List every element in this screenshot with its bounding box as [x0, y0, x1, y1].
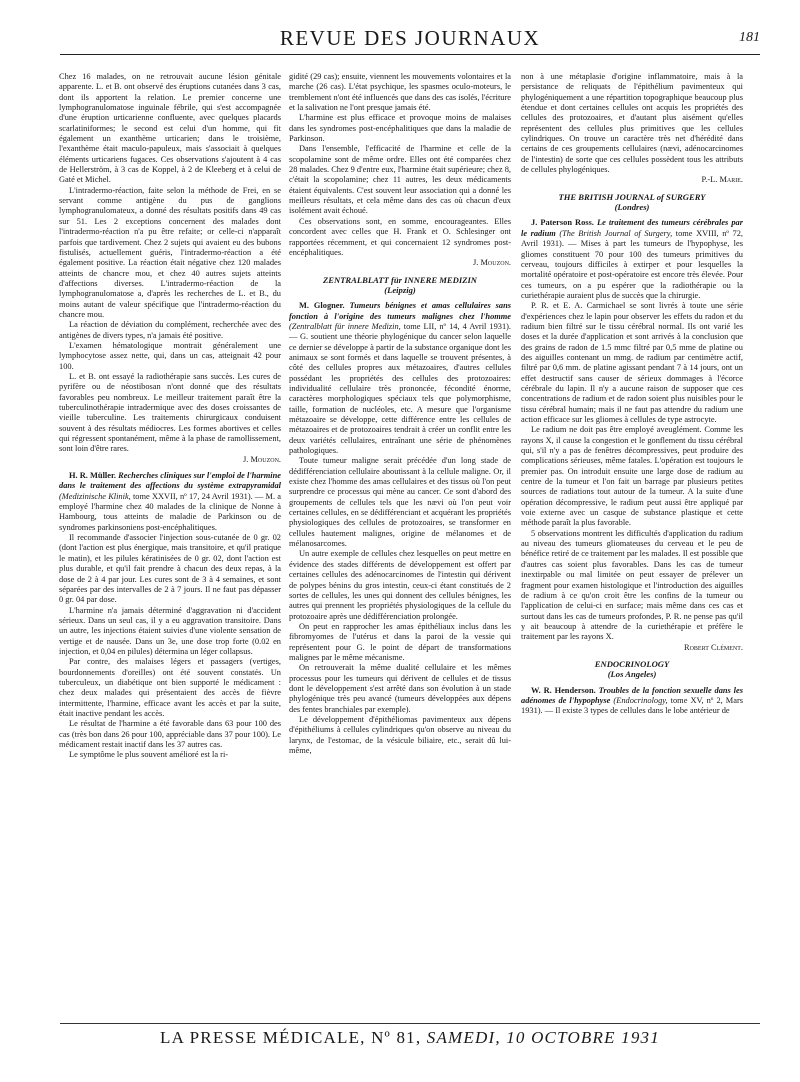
paragraph: Le développement d'épithéliomas pavimenteux aux dépens d'épithéliums à cellules cylindriques qu'on observe au niveau du larynx, de l'estomac, de la vésicule biliaire, etc., serait dû lui-même,: [289, 714, 511, 755]
paragraph: gidité (29 cas); ensuite, viennent les mouvements volontaires et la marche (26 cas). L'état psychique, les spasmes oculo-moteurs, le tremblement n'ont été influencés que dans des cas isolés, l'écriture et la salivation ne l'ont presque jamais été.: [289, 72, 511, 113]
journal-title: THE BRITISH JOURNAL of SURGERY: [558, 191, 706, 202]
article-heading: [59, 471, 281, 533]
paragraph: Le résultat de l'harmine a été favorable dans 63 pour 100 des cas (très bon dans 26 pour 100, appréciable dans 37 pour 100). Le médicament restait inactif dans les 37 autres cas.: [59, 719, 281, 749]
header-rule: [60, 54, 760, 55]
article-title: Recherches cliniques sur l'emploi de l'harmine dans le traitement des affections du système extrapyramidal: [59, 471, 282, 491]
paragraph: Dans l'ensemble, l'efficacité de l'harmine et celle de la scopolamine sont de même ordre. Elles ont été comparées chez 28 malades. Chez 9 d'entre eux, l'harmine était supérieure; chez 8, c'était la scopolamine; chez 11 autres, les deux médicaments étaient équivalents. C'est souvent leur association qui a donné les meilleurs résultats, et cela même dans des cas où chacun d'eux isolément avait échoué.: [289, 144, 511, 216]
article-title: Le traitement des tumeurs cérébrales par le radium: [521, 218, 743, 238]
paragraph: L'intradermo-réaction, faite selon la méthode de Frei, en se servant comme antigène du pus de ganglions lymphogranulomateux, a donné des résultats positifs dans 49 cas sur 51. Les 2 exceptions concernent des malades dont l'intradermo-réaction n'a pu être refaite; or celle-ci n'apparaît parfois que tardivement. Chez 2 sujets qui avaient eu des bubons fistulisés, actuellement guéris, l'intradermo-réaction a été également positive. La réaction était négative chez 120 malades atteints de chancre mou, et chez 40 autres sujets atteints d'affections diverses. L'intradermo-réaction de la lymphogranulomatose a, d'après les recherches de L. et B., du moins autant de valeur spécifique que l'intradermo-réaction du chancre mou.: [59, 185, 281, 319]
page-footer: [60, 1023, 760, 1053]
author-signature: P.-L. Marie.: [701, 175, 743, 185]
paragraph: P. R. et E. A. Carmichael se sont livrés à toute une série d'expériences chez le lapin pour observer les effets du radon et du radium bien filtré sur le tissu cérébral normal. Ils ont varié les doses et la durée d'application et sont arrivés à la conclusion que des grains de radon de 1.5 mmc filtré par 0,5 mme de platine ou des aiguilles contenant un mmg. de radium par centimètre actif, filtré par 0,6 mm. de platine agissant pendant 7 à 14 jours, ont un effet destructif sans causer de sérieux dommages à l'écorce cérébrale du lapin. Il n'y a aucune raison de supposer que ces concentrations de radium et de radon soient plus nuisibles pour le tissu cérébral humain; mais il ne faut pas attendre du radium une action efficace sur les gliomes à cellules de type astrocyte.: [521, 301, 743, 424]
article-body-start: tome XV, nº 2, Mars 1931). — Il existe 3 types de cellules dans le lobe antérieur de: [521, 695, 743, 716]
article-body-start: tome XVIII, nº 72, Avril 1931). — Mises à part les tumeurs de l'hypophyse, les gliomes constituent 70 pour 100 des tumeurs primitives du cerveau, toujours difficiles à extirper et pour lesquelles la mortalité opératoire et post-opératoire est encore très élevée. Pour ces tumeurs, on a pu espérer que la radiothérapie ou la curiethérapie auraient plus de succès que la chirurgie.: [521, 228, 744, 300]
journal-title: ENDOCRINOLOGY: [594, 658, 670, 669]
article-author: J. Paterson Ross.: [531, 218, 594, 228]
article-heading: [521, 218, 743, 301]
paragraph: La réaction de déviation du complément, recherchée avec des antigènes de divers types, n'a jamais été positive.: [59, 320, 281, 340]
paragraph: non à une métaplasie d'origine inflammatoire, mais à la persistance de reliquats de l'épithélium pavimenteux qui phylogéniquement a une répartition topographique beaucoup plus étendue et dont certaines cellules ont acquis les propriétés des cellules des protozoaires, et d'autant plus aisément qu'elles représentent des cellules plus primitives que les cellules cylindriques. On trouve un caractère très net d'hérédité dans certains de ces groupements cellulaires (nævi, adénocarcinomes de l'intestin) de sorte que ces cellules possèdent tous les attributs de cellules phylogéniques.: [521, 72, 743, 175]
article-author: M. Glogner.: [299, 301, 345, 311]
paragraph: L'harmine est plus efficace et provoque moins de malaises dans les syndromes post-encéphalitiques que dans la maladie de Parkinson.: [289, 113, 511, 144]
journal-city: (Leipzig): [384, 284, 416, 295]
article-body-start: tome XXVII, nº 17, 24 Avril 1931). — M. a employé l'harmine chez 40 malades de la clinique de Nonne à Hambourg, tous atteints de maladie de Parkinson ou de syndromes parkinsoniens post-encéphalitiques.: [59, 491, 281, 532]
author-signature: J. Mouzon.: [473, 258, 511, 268]
paragraph: L'examen hématologique montrait généralement une lymphocytose assez nette, qui, dans un cas, atteignait 42 pour 100.: [59, 340, 281, 371]
footer-text: [60, 1028, 760, 1048]
article-heading: [521, 686, 743, 717]
paragraph: Chez 16 malades, on ne retrouvait aucune lésion génitale apparente. L. et B. ont observé des éruptions cutanées dans 3 cas, dont ils apportent la relation. Le premier concerne une lymphogranulomatose inguinale fébrile, qui s'est accompagnée d'une éruption urticarienne confluente, avec quelques placards scarlatiniformes; le second est celui d'un homme, qui fit également un exanthème urticarien; dans le troisième, l'exanthème était maculo-papuleux, mais s'associait à quelques éléments urticariens fugaces. Ces observations s'ajoutent à 4 cas de Hellerström, à 3 cas de Koppel, à 2 de Kleeberg et à celui de Gaté et Michel.: [59, 72, 281, 185]
article-source: (Endocrinology,: [613, 695, 668, 705]
paragraph: 5 observations montrent les difficultés d'application du radium au niveau des tumeurs gliomateuses du cerveau et le peu de bénéfice retiré de ce traitement par les malades. Il est possible que d'autres cas soient plus favorables. Dans les cas de tumeur inextirpable ou mal limitée on peut essayer de prélever un fragment pour examen histologique et l'introduction des aiguilles de radium à ce qu'on croit être les confins de la tumeur ou l'application de celui-ci en surface; mais même dans ces cas et surtout dans les cas de tumeurs profondes, P. R. ne pense pas qu'il y ait beaucoup à attendre de la curiethérapie et préfère le traitement par les rayons X.: [521, 528, 743, 642]
article-source: (Zentralblatt für innere Medizin,: [289, 321, 401, 331]
author-signature: J. Mouzon.: [243, 454, 281, 464]
paragraph: L'harmine n'a jamais déterminé d'aggravation ni d'accident sérieux. Dans un seul cas, il y a eu aggravation transitoire. Dans un autre, les injections étaient suivies d'une violente sensation de vertige et de nausée. Dans un 3e, une dose trop forte (0.02 en injection, et 0,04 en pilules) détermina un léger collapsus.: [59, 605, 281, 656]
paragraph: Ces observations sont, en somme, encourageantes. Elles concordent avec celles que H. Frank et O. Schlesinger ont rapportées récemment, et qui concernaient 12 syndromes post-encéphalitiques.: [289, 216, 511, 257]
article-source: (Medizinische Klinik,: [59, 491, 131, 501]
footer-rule: [60, 1023, 760, 1024]
footer-journal: LA PRESSE MÉDICALE, Nº 81,: [160, 1028, 422, 1047]
paragraph: Le symptôme le plus souvent amélioré est la ri-: [69, 750, 229, 760]
paragraph: Par contre, des malaises légers et passagers (vertiges, bourdonnements d'oreilles) ont été souvent constatés. Un tuberculeux, un diabétique ont bien supporté le médicament : chez deux malades qui présentaient des accès de fièvre intermittente, l'harmine, efficace avant les accès et par la suite, était inactive pendant les accès.: [59, 657, 281, 718]
journal-city: (Londres): [614, 202, 650, 213]
paragraph: Il recommande d'associer l'injection sous-cutanée de 0 gr. 02 (dont l'action est plus énergique, mais transitoire, et qu'il pratique le matin), et les pilules kératinisées de 0 gr. 02, dont l'action est plus durable, et qu'il fait prendre à chacun des deux repas, à la dose de 2 à 4 par jour. Les cures sont de 3 à 4 semaines, et sont séparées par des intervalles de 2 à 7 jours. Il ne faut pas dépasser 0 gr. 04 par dose.: [59, 533, 281, 605]
article-title: Troubles de la fonction sexuelle dans les adénomes de l'hypophyse: [521, 685, 743, 705]
paragraph: Un autre exemple de cellules chez lesquelles on peut mettre en évidence des stades différents de développement est offert par certaines cellules des adénocarcinomes de l'intestin qui dérivent de polypes bénins du gros intestin, ceux-ci étant constitués de 2 sortes de cellules, les unes qui donnent des cellules bénignes, les autres qui prennent les propriétés physiologiques de la cellule du protozoaire après une dédifférenciation prolongée.: [289, 549, 511, 621]
article-body-start: tome LII, nº 14, 4 Avril 1931). — G. soutient une théorie phylogénique du cancer selon laquelle ce dernier se développe à partir de la substance organique dont les animaux se sont formés et dans laquelle se trouvent présentes, à côté des cellules propres aux métazoaires, d'autres cellules possédant les propriétés des cellules des protozoaires: individualité cellulaire très prononcée, fécondité énorme, caractères morphologiques spéciaux tels que polymorphisme, taille, formation de nucléoles, etc. A mesure que l'organisme métazoaire se développe, cette différence entre les cellules de métazoaires et de protozoaires tendrait à créer un conflit entre les deux variétés cellulaires, entraînant une série de phénomènes pathologiques.: [289, 321, 512, 456]
journal-title: ZENTRALBLATT für INNERE MEDIZIN: [323, 274, 477, 285]
article-author: W. R. Henderson.: [531, 685, 596, 695]
article-author: H. R. Müller.: [69, 471, 117, 481]
paragraph: On retrouverait la même dualité cellulaire et les mêmes processus pour les tumeurs qui dérivent de cellules et de tissus dont le développement s'est arrêté dans son évolution à un stade phylogénique très peu avancé (tumeurs développées aux dépens des fentes branchiales par exemple).: [289, 663, 511, 714]
journal-city: (Los Angeles): [607, 669, 657, 680]
running-title: REVUE DES JOURNAUX: [279, 26, 541, 50]
article-heading: [289, 301, 511, 456]
paragraph: Toute tumeur maligne serait précédée d'un long stade de dédifférenciation cellulaire aboutissant à la cellule maligne. Or, il existe chez l'homme des amas cellulaires et des tissus où l'on peut surprendre ce processus qui mène au cancer. Ce sont d'abord des groupements de cellules tels que les nævi où l'on peut voir certaines cellules, en se dédifférenciant et acquérant les propriétés physiologiques des cellules de protozoaires, se transformer en cellules hautement malignes, origine de mélanomes et de mélanosarcomes.: [289, 456, 511, 549]
paragraph: L. et B. ont essayé la radiothérapie sans succès. Les cures de pyrifère ou de néostibosan n'ont donné que des résultats favorables peu nombreux. Le meilleur traitement paraît être la tuberculinothérapie intradermique avec des doses croissantes de vieille tuberculine. Les traitements chirurgicaux conduisent souvent à des résultats médiocres. Les formes abortives et celles qui régressent spontanément, même à la phase de ramollissement, sont loin d'être rares.: [59, 371, 281, 454]
page-header: [60, 26, 760, 60]
paragraph: Le radium ne doit pas être employé aveuglément. Comme les rayons X, il cause la congestion et le gonflement du tissu cérébral qui, s'il n'y a pas de fenêtres décompressives, peut produire des complications sérieuses, même fatales. L'opération est toujours le premier pas. On introduit ensuite une large dose de radium au centre de la tumeur et l'on fait un barrage par plusieurs petites sources de radiations tout autour de la tumeur. A la suite d'une opération décompressive, le radium peut aussi être appliqué par voie externe avec un casque de substance plastique et cette méthode paraît la plus favorable.: [521, 425, 743, 528]
paragraph: On peut en rapprocher les amas épithéliaux inclus dans les fibromyomes de l'utérus et dans la paroi de la vessie qui représentent pour G. le point de départ de transformations malignes par le même mécanisme.: [289, 621, 511, 662]
article-source: (The British Journal of Surgery,: [559, 228, 673, 238]
footer-date: SAMEDI, 10 OCTOBRE 1931: [426, 1028, 660, 1047]
column-2: [289, 72, 511, 756]
page-number: 181: [739, 30, 760, 45]
author-signature: Robert Clément.: [684, 642, 743, 652]
column-3: [521, 72, 743, 717]
column-1: [59, 72, 281, 761]
article-title: Tumeurs bénignes et amas cellulaires sans fonction à l'origine des tumeurs malignes chez l'homme: [289, 301, 511, 321]
